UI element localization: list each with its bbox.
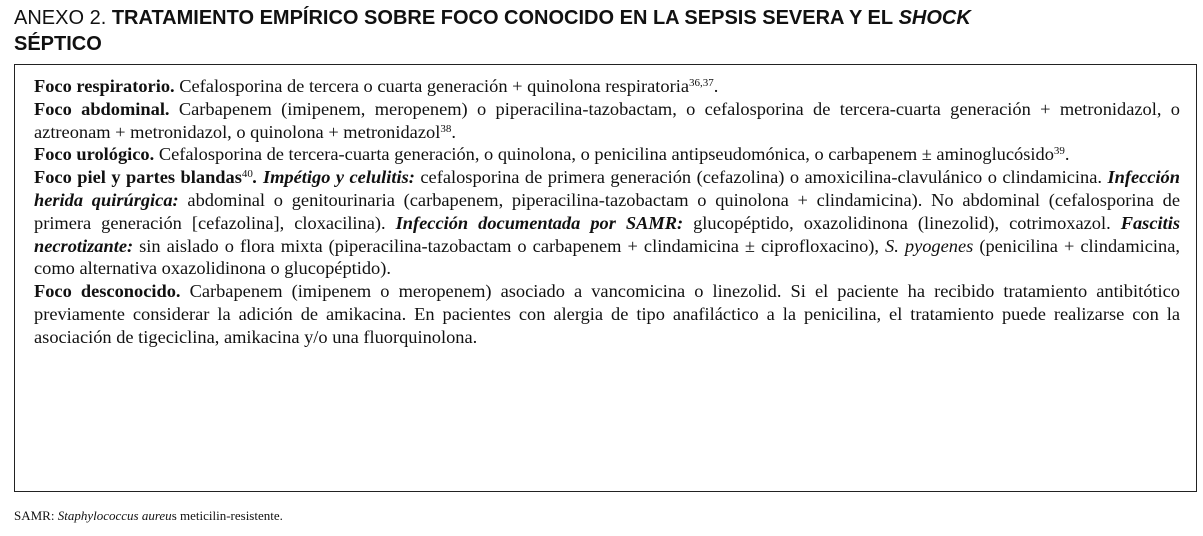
section-desconocido: [34, 280, 1180, 348]
annex-title-part1: TRATAMIENTO EMPÍRICO SOBRE FOCO CONOCIDO EN LA SEPSIS SEVERA Y EL: [111, 7, 894, 29]
ref-piel: 40: [241, 168, 253, 181]
annex-label: ANEXO 2.: [14, 7, 107, 29]
annex-title: [14, 5, 1194, 57]
ref-urologico: 39: [1053, 145, 1065, 158]
organism-pyogenes: S. pyogenes: [885, 235, 974, 256]
annex-title-part2: SÉPTICO: [14, 33, 102, 55]
heading-respiratorio: Foco respiratorio.: [34, 76, 175, 96]
text-impetigo: cefalosporina de primera generación (cefazolina) o amoxicilina-clavulánico o clindamicina.: [420, 167, 1102, 188]
label-herida: Infección herida quirúrgica:: [34, 167, 1180, 210]
text-respiratorio: Cefalosporina de tercera o cuarta generación + quinolona respiratoria: [179, 76, 689, 96]
text-fascitis: sin aislado o flora mixta (piperacilina-tazobactam o carbapenem + clindamicina ± ciprofloxacino),: [139, 235, 880, 256]
footnote-text: meticilin-resistente.: [180, 508, 283, 523]
section-piel: Foco piel y partes blandas$^{40}$. Impétigo y celulitis: cefalosporina de primera generación (cefazolina) o amoxicilina-clavulánico o clindamicina. Infección herida quirúrgica: abdominal o genitourinaria (carbapenem, piperacilina-tazobactam o quinolona + clindamicina). No abdominal (cefalosporina de primera generación [cefazolina], cloxacilina). Infección documentada por SAMR: glucopéptido, oxazolidinona (linezolid), cotrimoxazol. Fascitis necrotizante: sin aislado o flora mixta (piperacilina-tazobactam o carbapenem + clindamicina ± ciprofloxacino), S. pyogenes (penicilina + clindamicina, como alternativa oxazolidinona o glucopéptido).: [34, 167, 1180, 279]
label-fascitis: Fascitis necrotizante:: [34, 212, 1180, 256]
text-desconocido: Carbapenem (imipenem o meropenem) asociado a vancomicina o linezolid. Si el paciente ha recibido tratamiento antibitótico previamente considerar la adición de amikacina. En pacientes con alergia de tipo anafiláctico a la penicilina, el tratamiento puede realizarse con la asociación de tigeciclina, amikacina y/o una fluorquinolona.: [34, 281, 1180, 347]
annex-title-italic: SHOCK: [898, 7, 971, 29]
section-respiratorio: Foco respiratorio. Cefalosporina de tercera o cuarta generación + quinolona respiratoria$^{36,37}$.: [34, 76, 719, 96]
ref-respiratorio: 36,37: [688, 77, 714, 89]
footnote-abbr: SAMR:: [14, 508, 55, 523]
footnote-organism: Staphylococcus aureu: [57, 508, 172, 523]
section-urologico: Foco urológico. Cefalosporina de tercera-cuarta generación, o quinolona, o penicilina antipseudomónica, o carbapenem ± aminoglucósido$^{39}$.: [34, 144, 1070, 165]
label-samr: Infección documentada por SAMR:: [395, 212, 684, 233]
section-abdominal: Foco abdominal. Carbapenem (imipenem, meropenem) o piperacilina-tazobactam, o cefalosporina de tercera-cuarta generación + metronidazol, o aztreonam + metronidazol, o quinolona + metronidazol$^{38}$.: [34, 98, 1180, 142]
footnote-organism-suffix: s: [171, 508, 177, 523]
text-pyogenes: (penicilina + clindamicina, como alternativa oxazolidinona o glucopéptido).: [34, 235, 1180, 279]
heading-urologico: Foco urológico.: [34, 144, 155, 165]
heading-piel: Foco piel y partes blandas: [34, 167, 242, 188]
ref-abdominal: 38: [440, 122, 452, 135]
text-samr: glucopéptido, oxazolidinona (linezolid), cotrimoxazol.: [693, 212, 1111, 233]
heading-abdominal: Foco abdominal.: [34, 98, 170, 119]
treatment-content: [34, 75, 1180, 349]
footnote: [14, 508, 283, 524]
text-urologico: Cefalosporina de tercera-cuarta generación, o quinolona, o penicilina antipseudomónica, o carbapenem ± aminoglucósido: [158, 144, 1054, 165]
label-impetigo: Impétigo y celulitis:: [262, 167, 415, 188]
heading-desconocido: Foco desconocido.: [34, 281, 181, 302]
text-herida: abdominal o genitourinaria (carbapenem, piperacilina-tazobactam o quinolona + clindamicina). No abdominal (cefalosporina de primera generación [cefazolina], cloxacilina).: [34, 189, 1180, 233]
text-abdominal: Carbapenem (imipenem, meropenem) o piperacilina-tazobactam, o cefalosporina de tercera-cuarta generación + metronidazol, o aztreonam + metronidazol, o quinolona + metronidazol: [34, 98, 1180, 142]
